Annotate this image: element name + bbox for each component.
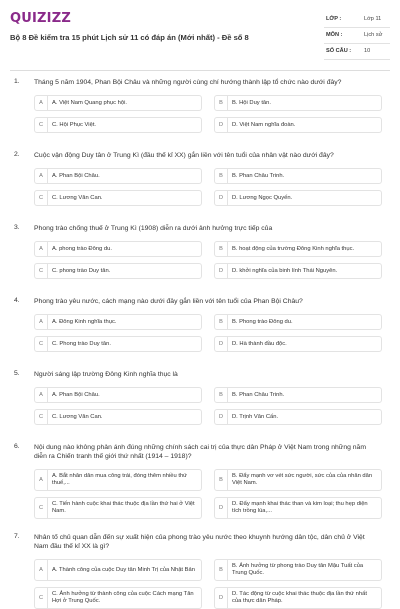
option-text: A. Thành công của cuộc Duy tân Minh Trị của Nhật Bản [52,566,195,573]
option-text: D. Việt Nam nghĩa đoàn. [232,121,296,128]
option-text: D. Hà thành đầu độc. [232,340,287,347]
option-text: D. Trịnh Văn Cấn. [232,413,279,420]
option-letter: B [215,560,228,580]
option-text: C. Lương Văn Can. [52,413,103,420]
option-a[interactable] [34,95,202,111]
option-letter: D [215,410,228,424]
question-text: Tháng 5 năm 1904, Phan Bội Châu và những người cùng chí hướng thành lập tổ chức nào dưới đây? [34,79,342,86]
option-c[interactable] [34,497,202,519]
option-b[interactable] [214,469,382,491]
question-text: Nội dung nào không phản ánh đúng những chính sách cai trị của thực dân Pháp ở Việt Nam trong những năm diễn ra Chiến tranh thế giới thứ nhất (1914 – 1918)? [34,444,366,460]
option-text: B. Phong trào Đông du. [232,318,293,325]
question-text: Cuộc vận động Duy tân ở Trung Kì (đầu thế kỉ XX) gắn liền với tên tuổi của nhân vật nào dưới đây? [34,152,334,159]
option-text: A. Đông Kinh nghĩa thục. [52,318,117,325]
option-d[interactable] [214,497,382,519]
question-text: Nhân tố chủ quan dẫn đến sự xuất hiện của phong trào yêu nước theo khuynh hướng dân tộc, dân chủ ở Việt Nam đầu thế kỉ XX là gì? [34,534,365,550]
option-c[interactable] [34,190,202,206]
option-d[interactable] [214,336,382,352]
question-number: 6. [14,443,20,450]
option-text: C. Lương Văn Can. [52,194,103,201]
option-grid [34,314,386,352]
option-text: B. Ảnh hưởng từ phong trào Duy tân Mậu Tuất của Trung Quốc. [232,563,364,576]
option-letter: C [35,337,48,351]
option-letter: B [215,96,228,110]
question-number: 4. [14,297,20,304]
option-grid [34,387,386,425]
meta-row-subject [324,28,390,44]
document-title: Bộ 8 Đề kiểm tra 15 phút Lịch sử 11 có đáp án (Mới nhất) - Đề số 8 [10,33,249,42]
option-c[interactable] [34,117,202,133]
question-2 [14,151,386,206]
option-text: C. Hội Phục Việt. [52,121,97,128]
question-number: 7. [14,533,20,540]
meta-label: MÔN : [326,32,343,38]
option-letter: B [215,169,228,183]
option-grid [34,168,386,206]
option-b[interactable] [214,95,382,111]
option-letter: B [215,315,228,329]
option-text: C. Phong trào Duy tân. [52,340,111,347]
option-letter: A [35,169,48,183]
option-text: B. Phan Châu Trinh. [232,172,285,179]
option-d[interactable] [214,190,382,206]
option-letter: C [35,264,48,278]
option-letter: B [215,242,228,256]
option-letter: A [35,470,48,490]
option-a[interactable] [34,168,202,184]
option-b[interactable] [214,168,382,184]
question-list [0,78,400,609]
option-b[interactable] [214,387,382,403]
question-text: Người sáng lập trường Đông Kinh nghĩa thục là [34,371,178,378]
question-5 [14,370,386,425]
option-text: B. Đẩy mạnh vơ vét sức người, sức của của nhân dân Việt Nam. [232,473,373,486]
option-letter: A [35,560,48,580]
option-letter: A [35,315,48,329]
option-text: D. Lương Ngọc Quyến. [232,194,293,201]
option-text: B. Phan Châu Trinh. [232,391,285,398]
question-number: 3. [14,224,20,231]
option-letter: C [35,118,48,132]
question-1 [14,78,386,133]
meta-label: LỚP : [326,16,342,22]
meta-table [324,12,390,60]
meta-value: 10 [364,48,371,54]
option-d[interactable] [214,117,382,133]
option-letter: A [35,242,48,256]
option-d[interactable] [214,409,382,425]
question-number: 1. [14,78,20,85]
option-text: B. hoạt động của trường Đông Kinh nghĩa thục. [232,245,355,252]
option-c[interactable] [34,587,202,609]
option-letter: C [35,588,48,608]
question-4 [14,297,386,352]
option-letter: D [215,337,228,351]
question-number: 5. [14,370,20,377]
option-text: B. Hội Duy tân. [232,99,271,106]
option-grid [34,559,386,609]
option-a[interactable] [34,314,202,330]
option-text: A. phong trào Đông du. [52,245,112,252]
option-b[interactable] [214,314,382,330]
option-letter: C [35,498,48,518]
option-text: D. Đẩy mạnh khai thác than và kim loại; thu hẹp diện tích trồng lúa,... [232,501,368,514]
option-letter: D [215,191,228,205]
option-letter: A [35,96,48,110]
option-grid [34,241,386,279]
meta-label: SỐ CÂU : [326,48,352,54]
option-letter: B [215,388,228,402]
option-text: C. phong trào Duy tân. [52,267,111,274]
question-3 [14,224,386,279]
option-letter: D [215,498,228,518]
option-text: D. Tác động từ cuộc khai thác thuộc địa lần thứ nhất của thực dân Pháp. [232,591,367,604]
option-text: A. Bắt nhân dân mua công trái, đóng thêm nhiều thứ thuế,... [52,473,188,486]
option-letter: C [35,191,48,205]
option-d[interactable] [214,587,382,609]
option-letter: D [215,264,228,278]
option-letter: B [215,470,228,490]
meta-value: Lịch sử [364,32,383,38]
option-text: A. Phan Bội Châu. [52,172,100,179]
option-text: C. Tiến hành cuộc khai thác thuộc địa lần thứ hai ở Việt Nam. [52,501,195,514]
option-text: A. Phan Bội Châu. [52,391,100,398]
document-header [0,0,400,68]
option-a[interactable] [34,387,202,403]
option-grid [34,469,386,519]
option-c[interactable] [34,336,202,352]
option-letter: D [215,588,228,608]
question-text: Phong trào chống thuế ở Trung Kì (1908) diễn ra dưới ảnh hưởng trực tiếp của [34,225,273,232]
option-b[interactable] [214,241,382,257]
option-text: A. Việt Nam Quang phục hội. [52,99,127,106]
option-letter: C [35,410,48,424]
quizizz-logo: QUIZIZZ [10,11,71,26]
meta-row-count [324,44,390,60]
header-divider [10,70,390,71]
option-c[interactable] [34,409,202,425]
question-number: 2. [14,151,20,158]
meta-value: Lớp 11 [364,16,382,22]
option-a[interactable] [34,241,202,257]
option-text: C. Ảnh hưởng từ thành công của cuộc Cách mạng Tân Hợi ở Trung Quốc. [52,591,194,604]
option-c[interactable] [34,263,202,279]
option-letter: D [215,118,228,132]
option-a[interactable] [34,559,202,581]
option-text: D. khởi nghĩa của binh lính Thái Nguyên. [232,267,338,274]
option-d[interactable] [214,263,382,279]
meta-row-class [324,12,390,28]
question-text: Phong trào yêu nước, cách mạng nào dưới đây gắn liền với tên tuổi của Phan Bội Châu? [34,298,303,305]
question-6 [14,443,386,519]
option-b[interactable] [214,559,382,581]
option-a[interactable] [34,469,202,491]
question-7 [14,533,386,609]
option-grid [34,95,386,133]
option-letter: A [35,388,48,402]
